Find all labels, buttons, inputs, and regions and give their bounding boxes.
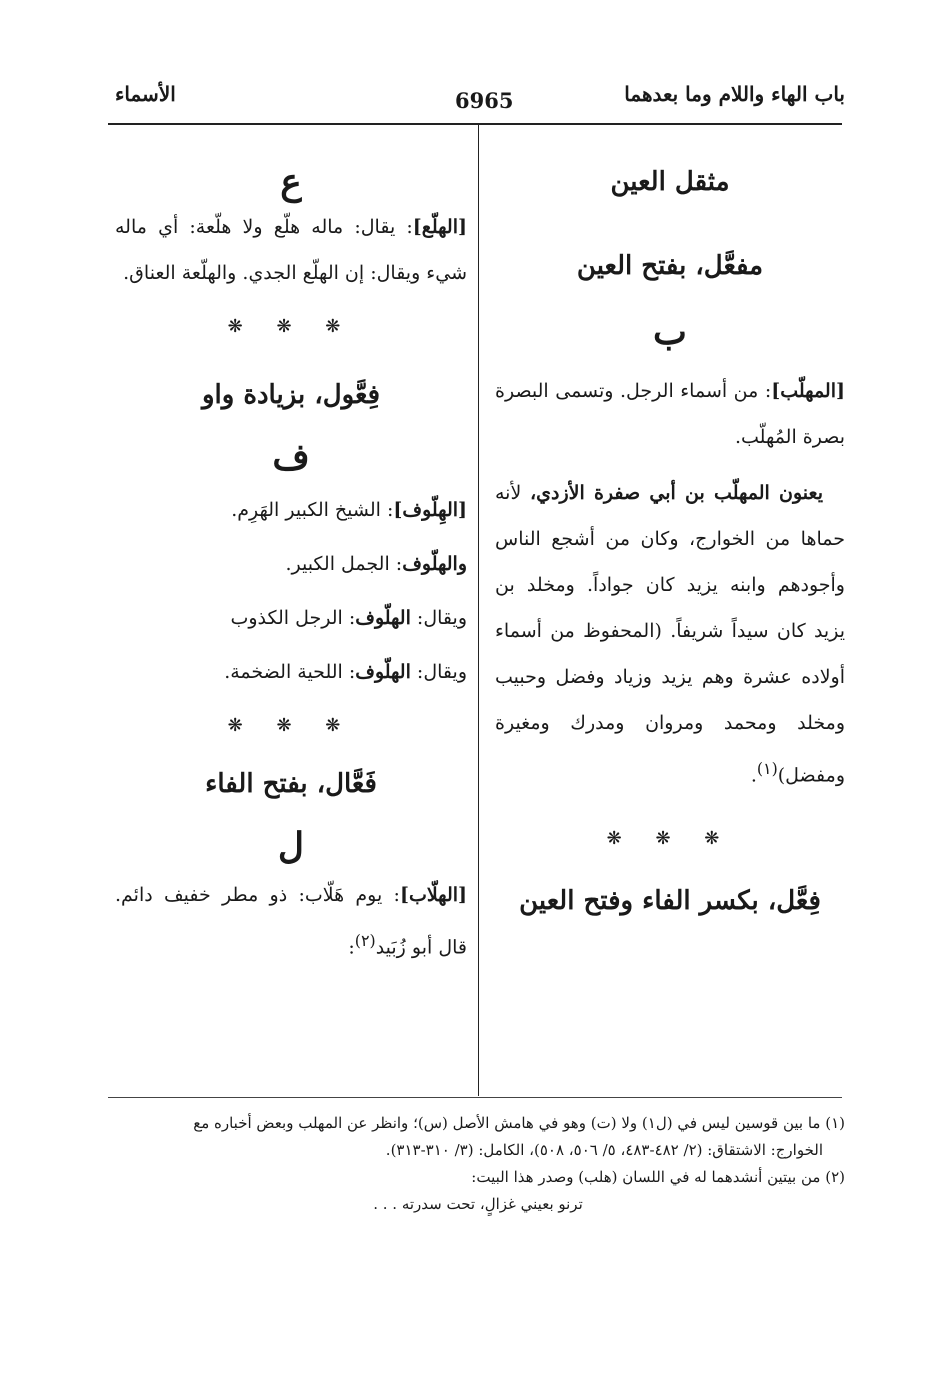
running-header-chapter: باب الهاء واللام وما بعدهما	[624, 82, 845, 106]
entry-headword: الهلّوف	[355, 607, 411, 629]
entry-headword: [الهلّاب]	[399, 884, 467, 906]
header-rule	[108, 123, 842, 125]
footnote-2: (٢) من بيتين أنشدهما له في اللسان (هلب) وصدر هذا البيت:	[471, 1168, 845, 1186]
footnote-1: (١) ما بين قوسين ليس في (ل١) ولا (ت) وهو في هامش الأصل (س)؛ وانظر عن المهلب وبعض أخباره مع	[193, 1114, 845, 1132]
entry-hallab: [الهلّاب]: يوم هَلّاب: ذو مطر خفيف دائم. قال أبو زُبَيد$^{(٢)}$:	[115, 884, 467, 959]
running-header-section: الأسماء	[115, 82, 176, 106]
entry-muhallab	[495, 368, 845, 460]
footnotes	[111, 1110, 845, 1218]
left-column	[115, 150, 467, 970]
section-divider: ❋ ❋ ❋	[606, 828, 734, 850]
letter-heading: ف	[272, 436, 310, 478]
section-divider: ❋ ❋ ❋	[227, 715, 355, 736]
entry-text: لأنه حماها من الخوارج، وكان من أشجع الناس وأجودهم وابنه يزيد كان جواداً. ومخلد بن يزيد كان سيداً شريفاً. (المحفوظ من أسماء أولاده عشرة وهم يزيد وزياد وفضل وحبيب ومخلد ومحمد ومروان ومدرك ومغيرة ومفضل)	[495, 482, 845, 787]
entry-headword: الهلّوف	[355, 661, 411, 683]
entry-text: : من أسماء الرجل. وتسمى البصرة بصرة المُهلّب.	[495, 380, 845, 448]
letter-heading: ل	[277, 825, 305, 867]
right-column	[495, 150, 845, 919]
footnote-1-continued: الخوارج: الاشتقاق: (٢/ ٤٨٢-٤٨٣، ٥/ ٥٠٦، ٥٠٨)، الكامل: (٣/ ٣١٠-٣١٣).	[385, 1141, 823, 1159]
column-separator	[478, 124, 479, 1096]
footnote-rule	[108, 1097, 842, 1098]
entry-muhallab-details: يعنون المهلّب بن أبي صفرة الأزدي، لأنه حماها من الخوارج، وكان من أشجع الناس وأجودهم وابنه يزيد كان جواداً. ومخلد بن يزيد كان سيداً شريفاً. (المحفوظ من أسماء أولاده عشرة وهم يزيد وزياد وفضل وحبيب ومخلد ومحمد ومروان ومدرك ومغيرة ومفضل)$^{(١)}$.	[495, 482, 845, 787]
entry-text: : يقال: ماله هلّع ولا هلّعة: أي ماله شيء ويقال: إن الهلّع الجدي. والهلّعة العناق.	[115, 216, 467, 284]
pattern-heading: فِعَّول، بزيادة واو	[201, 380, 381, 410]
page-number: 6965	[455, 88, 514, 113]
pattern-heading: فَعَّال، بفتح الفاء	[205, 769, 377, 799]
pattern-heading: مفعَّل، بفتح العين	[576, 251, 764, 281]
entry-halaa	[115, 204, 467, 296]
letter-heading: ب	[653, 311, 687, 353]
footnote-ref: (١)	[756, 759, 778, 778]
section-heading: مثقل العين	[610, 167, 730, 197]
section-divider: ❋ ❋ ❋	[227, 316, 355, 337]
entry-headword: [المهلّب]	[771, 380, 845, 402]
letter-heading: ع	[280, 161, 302, 203]
entry-headword: والهلّوف	[402, 553, 467, 575]
entry-headword: [الهِلّوف]	[393, 499, 467, 521]
verse-quote: ترنو بعيني غزالٍ، تحت سدرته . . .	[373, 1195, 583, 1213]
entry-halouf-3: ويقال: الهلّوف: الرجل الكذوب	[230, 607, 467, 629]
entry-halouf-1: [الهِلّوف]: الشيخ الكبير الهَرِم.	[231, 499, 467, 521]
footnote-ref: (٢)	[354, 931, 376, 950]
entry-halouf-2: والهلّوف: الجمل الكبير.	[285, 553, 467, 575]
entry-halouf-4: ويقال: الهلّوف: اللحية الضخمة.	[224, 661, 467, 683]
entry-lead: يعنون المهلّب بن أبي صفرة الأزدي،	[529, 482, 823, 504]
pattern-heading: فِعَّل، بكسر الفاء وفتح العين	[519, 886, 821, 917]
entry-headword: [الهلّع]	[412, 216, 467, 238]
